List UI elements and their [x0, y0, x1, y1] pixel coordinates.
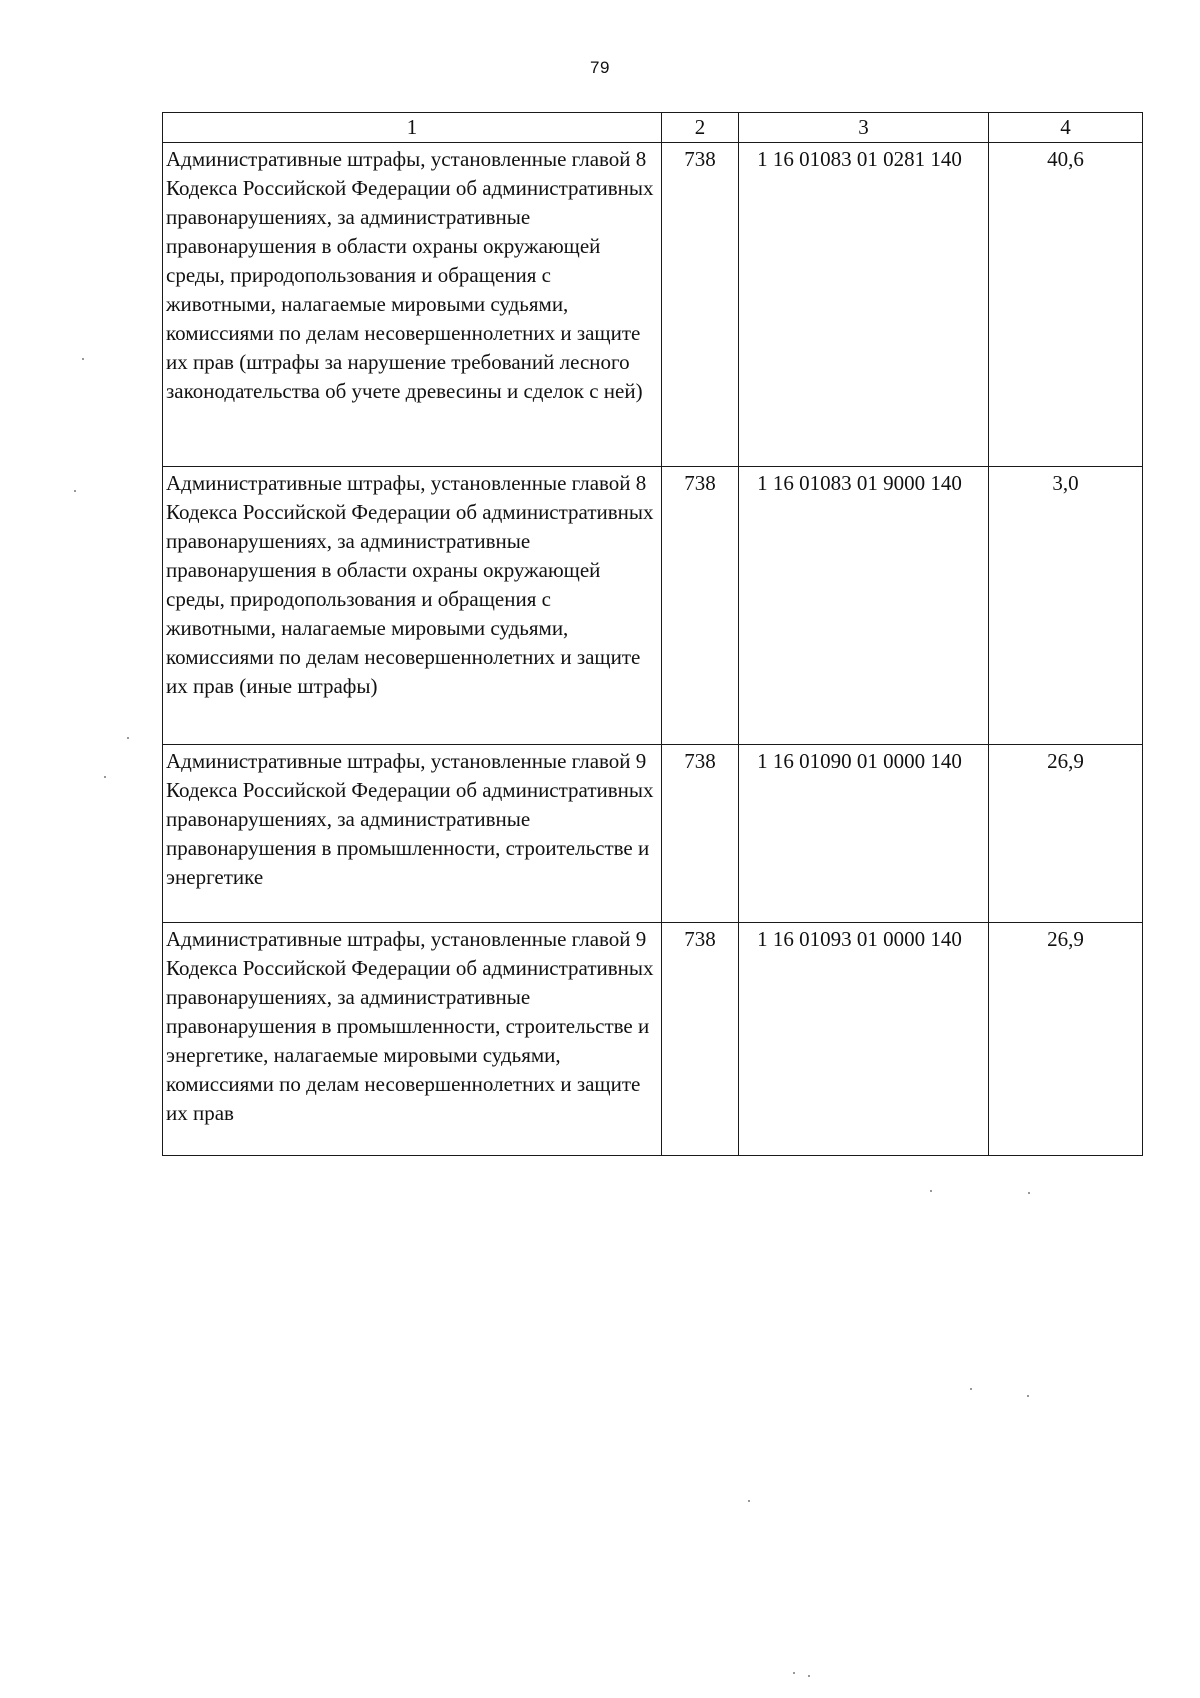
scan-speck	[82, 358, 84, 360]
row-description: Административные штрафы, установленные главой 8 Кодекса Российской Федерации об административных правонарушениях, за административные правонарушения в области охраны окружающей среды, природопользования и обращения с животными, налагаемые мировыми судьями, комиссиями по делам несовершеннолетних и защите их прав (штрафы за нарушение требований лесного законодательства об учете древесины и сделок с ней)	[163, 143, 662, 467]
column-header-1: 1	[163, 113, 662, 143]
scan-speck	[127, 737, 129, 739]
scan-speck	[1028, 1192, 1030, 1194]
scan-speck	[74, 490, 76, 492]
scan-speck	[793, 1672, 795, 1674]
table-header-row	[163, 113, 1143, 143]
scan-speck	[808, 1675, 810, 1677]
row-kbk-code: 1 16 01090 01 0000 140	[739, 745, 989, 923]
row-admin-code: 738	[662, 143, 739, 467]
row-amount: 26,9	[989, 745, 1143, 923]
row-admin-code: 738	[662, 745, 739, 923]
row-admin-code: 738	[662, 467, 739, 745]
revenue-table	[162, 112, 1143, 1156]
table-row	[163, 467, 1143, 745]
row-kbk-code: 1 16 01093 01 0000 140	[739, 923, 989, 1156]
row-description: Административные штрафы, установленные главой 8 Кодекса Российской Федерации об административных правонарушениях, за административные правонарушения в области охраны окружающей среды, природопользования и обращения с животными, налагаемые мировыми судьями, комиссиями по делам несовершеннолетних и защите их прав (иные штрафы)	[163, 467, 662, 745]
scan-speck	[930, 1190, 932, 1192]
scan-speck	[748, 1500, 750, 1502]
row-description: Административные штрафы, установленные главой 9 Кодекса Российской Федерации об административных правонарушениях, за административные правонарушения в промышленности, строительстве и энергетике	[163, 745, 662, 923]
column-header-2: 2	[662, 113, 739, 143]
row-description: Административные штрафы, установленные главой 9 Кодекса Российской Федерации об административных правонарушениях, за административные правонарушения в промышленности, строительстве и энергетике, налагаемые мировыми судьями, комиссиями по делам несовершеннолетних и защите их прав	[163, 923, 662, 1156]
row-amount: 40,6	[989, 143, 1143, 467]
row-amount: 26,9	[989, 923, 1143, 1156]
scan-speck	[1027, 1395, 1029, 1397]
column-header-4: 4	[989, 113, 1143, 143]
column-header-3: 3	[739, 113, 989, 143]
table-row	[163, 745, 1143, 923]
scan-speck	[970, 1388, 972, 1390]
row-kbk-code: 1 16 01083 01 9000 140	[739, 467, 989, 745]
row-admin-code: 738	[662, 923, 739, 1156]
table-row	[163, 923, 1143, 1156]
row-amount: 3,0	[989, 467, 1143, 745]
page-number: 79	[590, 58, 610, 77]
scan-speck	[104, 776, 106, 778]
table-row	[163, 143, 1143, 467]
row-kbk-code: 1 16 01083 01 0281 140	[739, 143, 989, 467]
